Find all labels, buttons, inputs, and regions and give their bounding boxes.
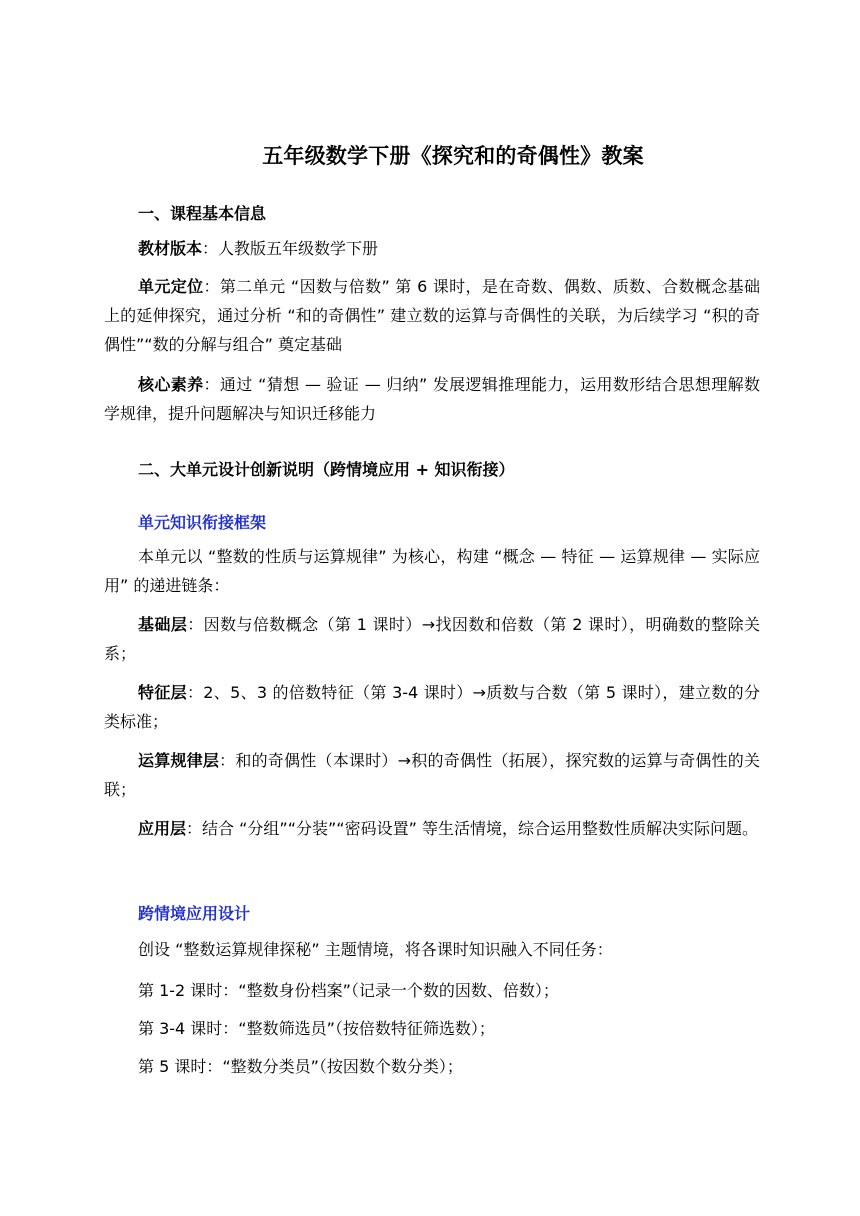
subheading-cross-context-design: 跨情境应用设计 [138,904,251,923]
paragraph-text: 人教版五年级数学下册 [218,239,379,258]
list-line-lesson-5: 第 5 课时：“整数分类员”（按因数个数分类）； [138,1057,463,1076]
paragraph-label: 运算规律层 [138,751,220,770]
paragraph-label: 核心素养 [138,375,204,394]
paragraph-text: 和的奇偶性（本课时）→积的奇偶性（拓展），探究数的运算与奇偶性的关联； [104,751,760,799]
paragraph-label: 应用层 [138,819,187,838]
paragraph-textbook-version [104,234,760,263]
paragraph-framework-intro: 本单元以 “整数的性质与运算规律” 为核心，构建 “概念 — 特征 — 运算规律 — 实际应用” 的递进链条： [104,547,760,595]
label-separator: ： [202,239,219,258]
paragraph-basic-layer [104,610,760,668]
paragraph-context-intro: 创设 “整数运算规律探秘” 主题情境，将各课时知识融入不同任务： [138,940,613,959]
paragraph-text: 因数与倍数概念（第 1 课时）→找因数和倍数（第 2 课时），明确数的整除关系； [104,615,760,663]
label-separator: ： [203,277,220,296]
paragraph-label: 教材版本 [138,239,203,258]
section-heading-unit-design: 二、大单元设计创新说明（跨情境应用 + 知识衔接） [138,460,515,479]
document-title: 五年级数学下册《探究和的奇偶性》教案 [262,144,644,168]
paragraph-core-literacy [104,370,760,428]
list-line-lesson-3-4: 第 3-4 课时：“整数筛选员”（按倍数特征筛选数）； [138,1019,495,1038]
label-separator: ： [186,683,204,702]
label-separator: ： [186,819,203,838]
list-line-lesson-1-2: 第 1-2 课时：“整数身份档案”（记录一个数的因数、倍数）； [138,981,559,1000]
label-separator: ： [203,375,220,394]
paragraph-unit-position [104,272,760,359]
subheading-knowledge-framework: 单元知识衔接框架 [138,513,267,532]
paragraph-feature-layer [104,678,760,736]
paragraph-label: 基础层 [138,615,188,634]
label-separator: ： [187,615,204,634]
paragraph-text: 2、5、3 的倍数特征（第 3-4 课时）→质数与合数（第 5 课时），建立数的分类标准； [104,683,760,731]
paragraph-operation-layer [104,746,760,804]
paragraph-text: 结合 “分组”“分装”“密码设置” 等生活情境，综合运用整数性质解决实际问题。 [202,819,758,838]
paragraph-text: 第二单元 “因数与倍数” 第 6 课时，是在奇数、偶数、质数、合数概念基础上的延伸探究，通过分析 “和的奇偶性” 建立数的运算与奇偶性的关联，为后续学习 “积的奇偶性”“数的分解与组合” 奠定基础 [104,277,760,354]
paragraph-label: 单元定位 [138,277,204,296]
label-separator: ： [219,751,236,770]
paragraph-text: 通过 “猜想 — 验证 — 归纳” 发展逻辑推理能力，运用数形结合思想理解数学规律，提升问题解决与知识迁移能力 [104,375,760,423]
paragraph-label: 特征层 [138,683,187,702]
section-heading-basic-info: 一、课程基本信息 [138,204,267,223]
paragraph-application-layer [104,814,760,843]
